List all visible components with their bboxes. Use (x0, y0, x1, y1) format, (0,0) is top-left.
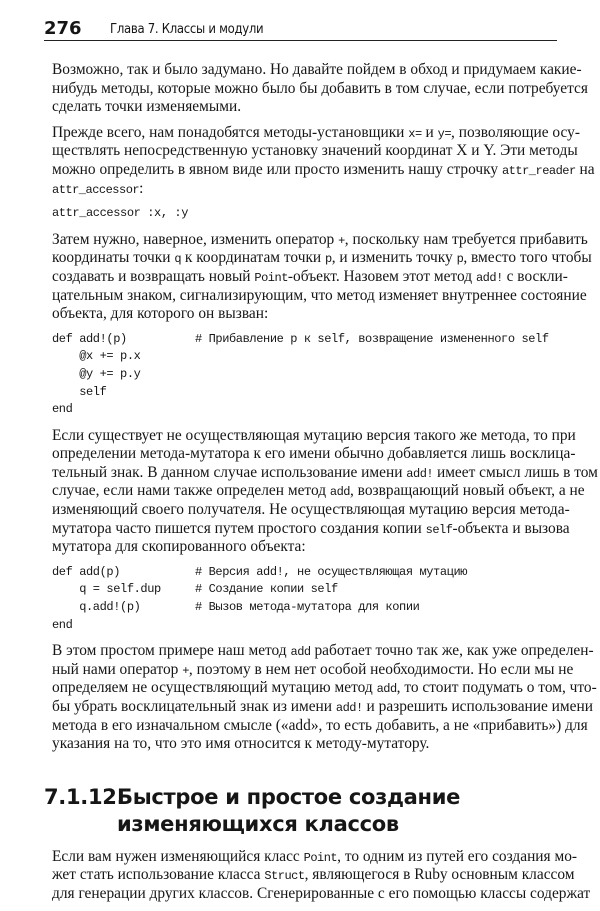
paragraph (52, 642, 597, 754)
text-run: , то одним из путей его создания мо- (337, 847, 578, 865)
text-run: координаты точки (52, 249, 175, 267)
text-line (52, 426, 576, 446)
chapter-title: Глава 7. Классы и модули (110, 22, 264, 37)
text-run: жет стать использование класса (52, 866, 265, 884)
code-line (52, 564, 557, 582)
text-line (52, 463, 598, 483)
code-block (52, 331, 557, 419)
text-run: определяем не осуществляющий мутацию метод (52, 679, 377, 697)
text-run: бы убрать восклицательный знак из имени (52, 698, 336, 715)
text-run: : (139, 179, 144, 197)
code-comment: # Версия add!, не осуществляющая мутацию (195, 564, 468, 579)
text-run: В этом простом примере наш метод (52, 642, 291, 660)
code-line (52, 384, 557, 402)
text-run: мутатора часто пишется путем простого создания копии (52, 519, 426, 537)
code-line (52, 348, 557, 366)
text-line (52, 660, 574, 680)
text-run: ный нами оператор (52, 660, 183, 678)
text-run: Возможно, так и было задумано. Но давайте пойдем в обход и придумаем какие- (52, 61, 582, 78)
heading-line (44, 784, 557, 811)
text-line (52, 249, 592, 268)
text-run: , и изменить точку (331, 249, 457, 267)
text-line (52, 847, 578, 867)
text-run: случае, если нами также определен метод (52, 482, 330, 500)
section-heading (44, 784, 557, 838)
paragraph (52, 847, 591, 904)
inline-code: p (456, 252, 464, 267)
text-line (52, 698, 593, 717)
text-line (52, 482, 585, 501)
code-text: attr_accessor :x, :y (52, 206, 189, 221)
text-run: можно определить в явном виде или просто изменить нашу строчку (52, 160, 502, 178)
text-run: -объект. Назовем этот метод (287, 267, 476, 285)
heading-text: изменяющихся классов (117, 811, 399, 836)
code-text: self (52, 384, 107, 399)
code-line (52, 401, 557, 419)
code-comment: # Прибавление p к self, возвращение измененного self (195, 331, 549, 346)
text-run: работает точно так же, как уже определен- (310, 642, 594, 660)
code-comment: # Создание копии self (195, 582, 338, 597)
inline-code: add (329, 485, 350, 500)
text-run: Затем нужно, наверное, изменить оператор (52, 230, 339, 248)
text-line (52, 884, 591, 904)
text-run: нибудь методы, которые можно было бы добавить в том случае, если потребуется (52, 79, 588, 97)
text-run: объекта, для которого он вызван: (52, 305, 269, 323)
text-run: и разрешить использование имени (362, 698, 593, 715)
text-run: , возвращающий новый объект, а не (349, 482, 585, 500)
text-run: на (575, 160, 595, 178)
inline-code: add! (475, 270, 503, 285)
paragraph (52, 230, 592, 324)
text-run: для генерации других классов. Сгенерированные с его помощью классы содержат (52, 884, 591, 902)
text-run: к координатам точки (181, 249, 326, 267)
text-run: тельный знак. В данном случае использование имени (52, 463, 407, 481)
inline-code: y= (437, 126, 452, 141)
code-line (52, 617, 557, 635)
text-run: с воскли- (502, 267, 568, 285)
running-header (44, 18, 557, 41)
text-line (52, 286, 587, 306)
inline-code: attr_reader (501, 163, 576, 178)
text-line (52, 142, 578, 161)
code-line (52, 581, 557, 599)
text-line (52, 501, 570, 520)
text-run: , позволяющие осу- (451, 123, 580, 141)
text-run: Если существует не осуществляющая мутацию версия такого же метода, то при (52, 426, 576, 444)
text-line (52, 160, 595, 180)
text-run: ществлять непосредственную установку значений координат X и Y. Эти методы (52, 142, 578, 160)
inline-code: q (174, 252, 182, 267)
code-line (52, 599, 557, 617)
inline-code: add (376, 682, 397, 697)
text-run: Прежде всего, нам понадобятся методы-установщики (52, 123, 409, 141)
inline-code: Struct (264, 869, 305, 884)
text-line (52, 230, 588, 250)
inline-code: attr_accessor (52, 182, 140, 197)
text-run: , поскольку нам требуется прибавить (344, 230, 588, 248)
text-run: метода в его изначальном смысле («add», то есть добавить, а не «прибавить») для (52, 716, 588, 734)
text-run: изменяющий своего получателя. Не осуществляющая мутацию версия метода- (52, 501, 570, 519)
inline-code: self (425, 522, 453, 537)
text-line (52, 735, 557, 754)
text-run: сделать точки изменяемыми. (52, 98, 242, 116)
text-line (52, 716, 588, 736)
text-run: и (421, 123, 438, 141)
inline-code: + (338, 233, 345, 248)
text-run: Если вам нужен изменяющийся класс (52, 847, 304, 865)
text-line (52, 98, 557, 117)
text-line (52, 866, 575, 885)
text-line (52, 305, 557, 324)
inline-code: add! (406, 466, 434, 481)
code-line (52, 205, 557, 223)
code-line (52, 331, 557, 349)
text-run: -объекта и вызова (452, 519, 570, 537)
text-line (52, 123, 580, 143)
text-line (52, 679, 597, 698)
code-line (52, 366, 557, 384)
text-run: цательным знаком, сигнализирующим, что метод изменяет внутреннее состояние (52, 286, 587, 304)
text-run: мутатора для скопированного объекта: (52, 538, 306, 556)
text-run: , вместо того чтобы (463, 249, 592, 267)
text-run: указания на то, что это имя относится к методу-мутатору. (52, 735, 430, 753)
code-text: q.add!(p) (52, 600, 141, 615)
paragraph (52, 61, 588, 117)
heading-text: Быстрое и простое создание (117, 784, 461, 809)
inline-code: + (182, 663, 189, 678)
code-block (52, 564, 557, 634)
code-text: def add(p) (52, 564, 121, 579)
page-body (44, 61, 598, 911)
inline-code: x= (408, 126, 422, 141)
inline-code: Point (254, 270, 288, 285)
text-run: , являющегося в Ruby основным классом (304, 866, 575, 884)
paragraph (52, 426, 598, 557)
code-text: end (52, 617, 73, 632)
inline-code: Point (303, 850, 338, 865)
section-number: 7.1.12. (44, 784, 125, 809)
text-run: , поэтому в нем нет особой необходимости. Но если мы не (188, 660, 574, 678)
text-run: создавать и возвращать новый (52, 267, 255, 285)
inline-code: add! (335, 701, 363, 715)
code-text: @x += p.x (52, 349, 141, 364)
paragraph (52, 123, 595, 198)
page-number: 276 (44, 18, 82, 39)
text-line (52, 61, 582, 80)
text-line (52, 538, 557, 557)
inline-code: add (290, 645, 311, 660)
text-line (52, 642, 594, 661)
text-line (52, 79, 588, 99)
text-run: имеет смысл лишь в том (433, 463, 598, 481)
code-text: @y += p.y (52, 366, 141, 381)
text-run: определении метода-мутатора к его имени обычно добавляется лишь восклица- (52, 445, 576, 463)
heading-line (44, 811, 557, 838)
text-line (52, 180, 557, 199)
code-comment: # Вызов метода-мутатора для копии (195, 600, 420, 615)
text-line (52, 445, 576, 464)
text-line (52, 519, 570, 539)
code-block (52, 205, 557, 223)
text-run: , то стоит подумать о том, что- (396, 679, 597, 697)
code-text: q = self.dup (52, 582, 161, 597)
text-line (52, 267, 568, 287)
code-text: def add!(p) (52, 331, 127, 346)
code-text: end (52, 402, 73, 417)
inline-code: p (325, 252, 332, 267)
